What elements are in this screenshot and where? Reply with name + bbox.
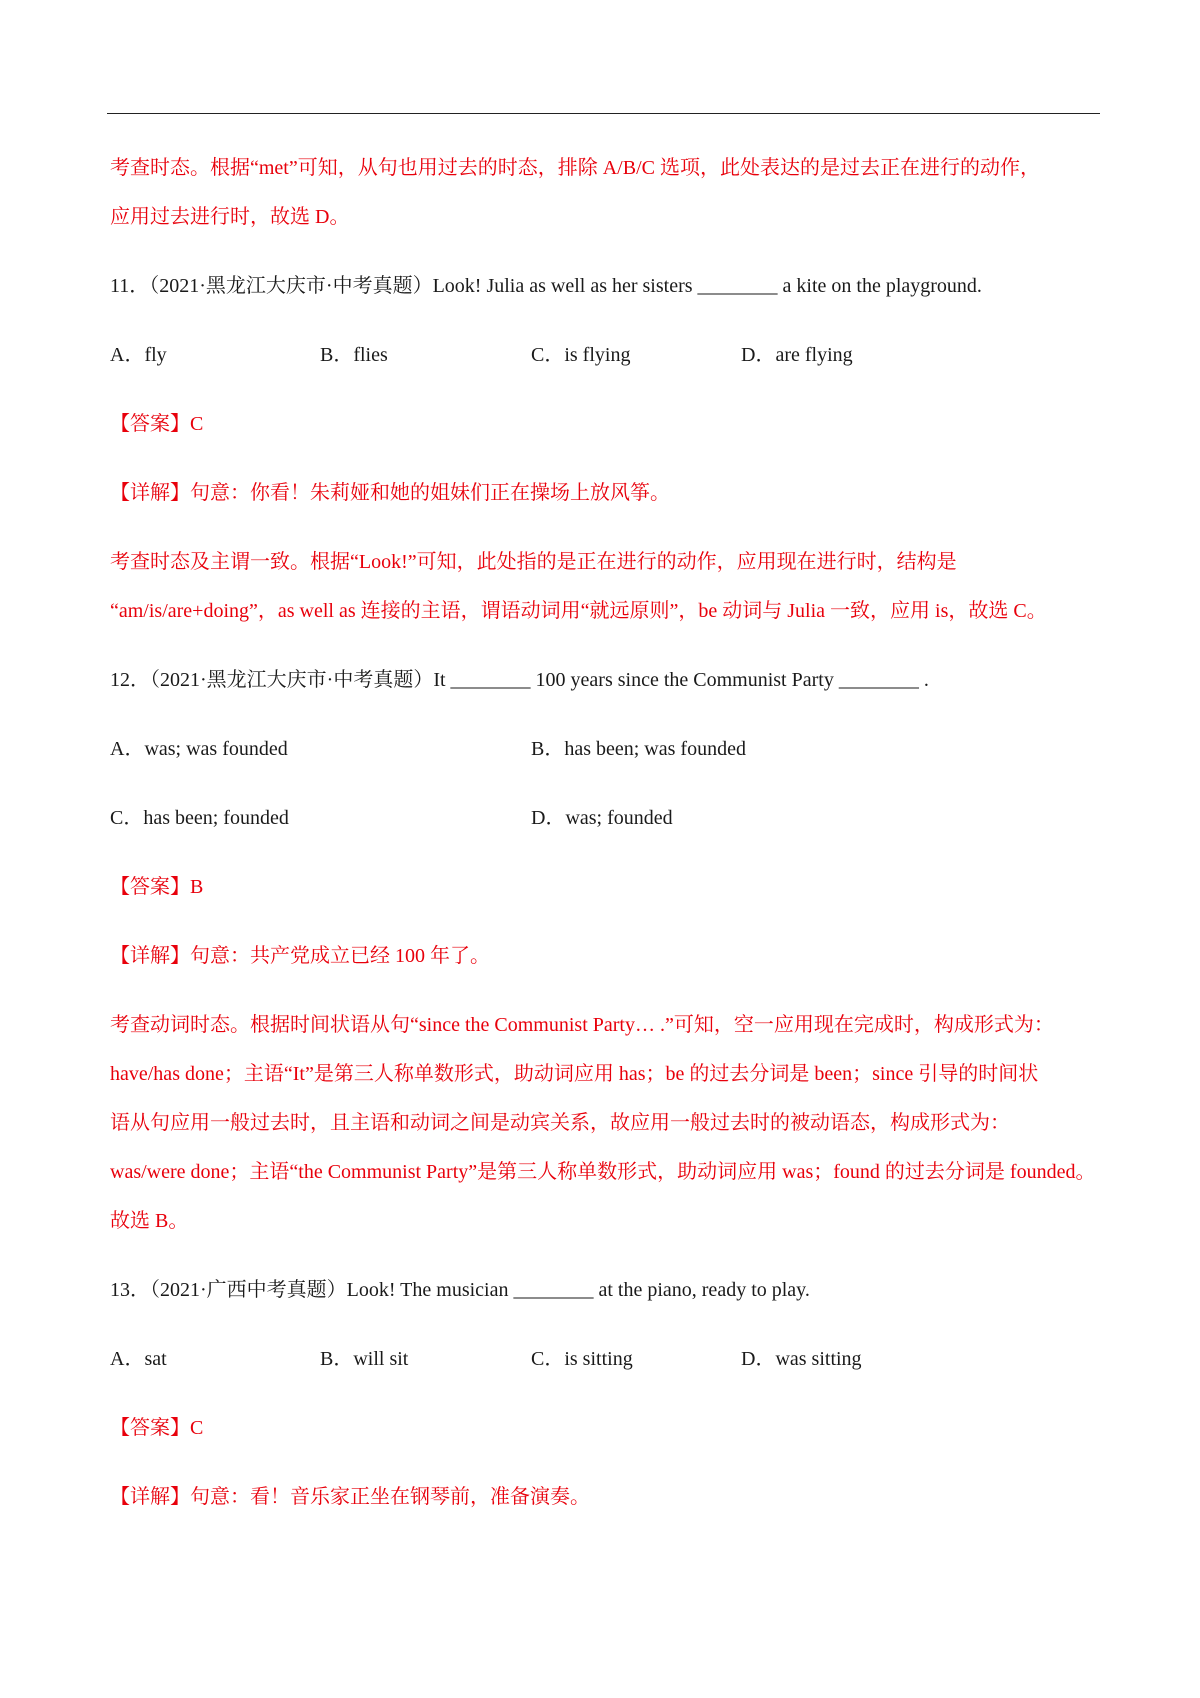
question-12-detail: 【详解】句意：共产党成立已经 100 年了。 [110,945,490,967]
question-12-explanation-line-1: 考查动词时态。根据时间状语从句“since the Communist Party… .”可知，空一应用现在完成时，构成形式为： [110,1014,1054,1036]
question-12-option-c: C．has been; founded [110,807,289,829]
question-11-stem: 11．（2021·黑龙江大庆市·中考真题）Look! Julia as well as her sisters ________ a kite on the playground. [110,275,982,297]
question-12-option-b: B．has been; was founded [531,738,746,760]
question-12-explanation-line-3: 语从句应用一般过去时，且主语和动词之间是动宾关系，故应用一般过去时的被动语态，构成形式为： [110,1112,1010,1134]
question-12-explanation-line-2: have/has done；主语“It”是第三人称单数形式，助动词应用 has；be 的过去分词是 been；since 引导的时间状 [110,1063,1039,1085]
question-11-detail: 【详解】句意：你看！朱莉娅和她的姐妹们正在操场上放风筝。 [110,482,670,504]
question-11-option-c: C．is flying [531,344,631,366]
question-12-explanation-line-5: 故选 B。 [110,1210,189,1232]
question-12-stem: 12．（2021·黑龙江大庆市·中考真题）It ________ 100 years since the Communist Party ________ . [110,669,929,691]
question-11-option-d: D．are flying [741,344,853,366]
question-13-answer: 【答案】C [110,1417,204,1439]
question-12-option-d: D．was; founded [531,807,673,829]
question-11-explanation-line-2: “am/is/are+doing”，as well as 连接的主语，谓语动词用“就远原则”，be 动词与 Julia 一致，应用 is，故选 C。 [110,600,1047,622]
question-13-stem: 13．（2021·广西中考真题）Look! The musician ________ at the piano, ready to play. [110,1279,810,1301]
question-13-option-d: D．was sitting [741,1348,862,1370]
question-13-option-c: C．is sitting [531,1348,633,1370]
question-11-answer: 【答案】C [110,413,204,435]
question-12-option-a: A．was; was founded [110,738,288,760]
question-13-detail: 【详解】句意：看！音乐家正坐在钢琴前，准备演奏。 [110,1486,590,1508]
question-13-option-b: B．will sit [320,1348,409,1370]
question-11-explanation-line-1: 考查时态及主谓一致。根据“Look!”可知，此处指的是正在进行的动作，应用现在进行时，结构是 [110,551,957,573]
header-rule [107,113,1100,114]
prev-explanation-line-2: 应用过去进行时，故选 D。 [110,206,350,228]
question-11-option-b: B．flies [320,344,388,366]
question-11-option-a: A．fly [110,344,167,366]
prev-explanation-line-1: 考查时态。根据“met”可知，从句也用过去的时态，排除 A/B/C 选项，此处表达的是过去正在进行的动作， [110,157,1040,179]
question-12-answer: 【答案】B [110,876,204,898]
question-12-explanation-line-4: was/were done；主语“the Communist Party”是第三人称单数形式，助动词应用 was；found 的过去分词是 founded。 [110,1161,1096,1183]
question-13-option-a: A．sat [110,1348,167,1370]
